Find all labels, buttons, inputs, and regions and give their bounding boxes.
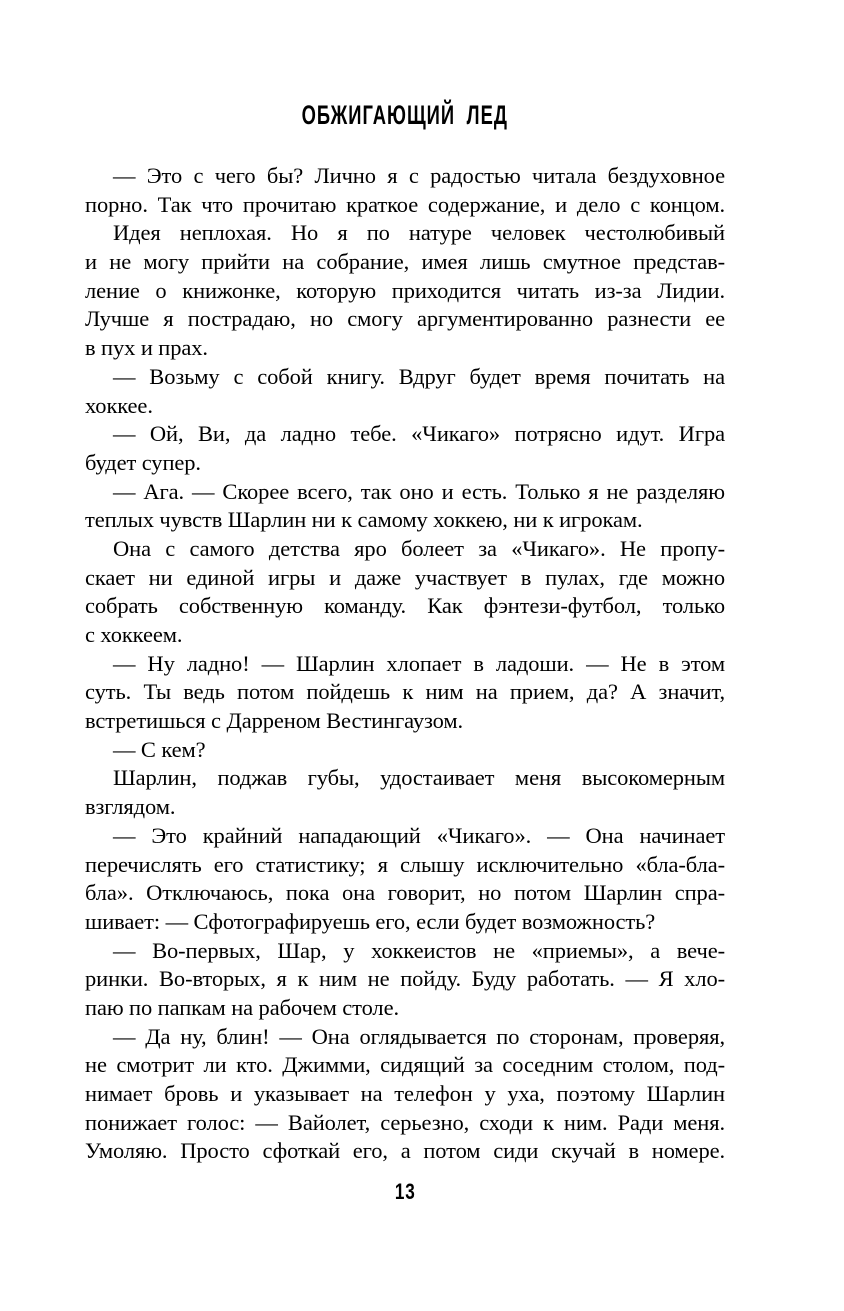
folio-row [85,1179,725,1205]
paragraph [85,420,725,477]
text-line: Она с самого детства яро болеет за «Чикаго». Не пропу- [113,535,725,561]
paragraph [85,162,725,219]
text-line: Идея неплохая. Но я по натуре человек честолюбивый [113,220,725,246]
text-line: с хоккеем. [85,622,183,647]
paragraph [85,535,725,650]
paragraph [85,736,725,765]
running-header-row [85,101,725,129]
paragraph [85,1023,725,1166]
text-line: и не могу прийти на собрание, имея лишь смутное представ- [85,249,725,275]
text-line: не смотрит ли кто. Джимми, сидящий за соседним столом, под- [85,1052,725,1078]
paragraph [85,363,725,420]
paragraph [85,764,725,821]
paragraph [85,219,725,362]
text-line: теплых чувств Шарлин ни к самому хоккею, ни к игрокам. [85,507,643,533]
text-line: паю по папкам на рабочем столе. [85,994,399,1020]
text-line: ринки. Во-вторых, я к ним не пойду. Буду работать. — Я хло- [85,966,725,992]
text-line: перечислять его статистику; я слышу исключительно «бла-бла- [85,851,725,877]
text-line: шивает: — Сфотографируешь его, если будет возможность? [85,908,656,934]
text-line: собрать собственную команду. Как фэнтези-футбол, только [85,593,725,619]
text-line: нимает бровь и указывает на телефон у уха, поэтому Шарлин [85,1081,725,1106]
text-line: понижает голос: — Вайолет, серьезно, сходи к ним. Ради меня. [85,1109,725,1135]
text-line: — Это крайний нападающий «Чикаго». — Она начинает [113,822,725,848]
paragraph [85,822,725,937]
text-line: — Ой, Ви, да ладно тебе. «Чикаго» потрясно идут. Игра [113,421,725,447]
page-number: 13 [394,1179,416,1204]
text-line: бла». Отключаюсь, пока она говорит, но потом Шарлин спра- [85,880,725,906]
text-line: — Ну ладно! — Шарлин хлопает в ладоши. — Не в этом [113,650,725,676]
text-line: — Во-первых, Шар, у хоккеистов не «приемы», а вече- [113,937,725,963]
text-line: Лучше я пострадаю, но смогу аргументированно разнести ее [85,306,725,332]
text-line: суть. Ты ведь потом пойдешь к ним на прием, да? А значит, [85,679,725,705]
text-line: взглядом. [85,794,176,820]
paragraph [85,478,725,535]
paragraph [85,937,725,1023]
text-line: скает ни единой игры и даже участвует в пулах, где можно [85,564,725,590]
text-line: — Возьму с собой книгу. Вдруг будет время почитать на [113,363,725,389]
text-line: хоккее. [85,392,153,418]
text-line: будет супер. [85,449,201,475]
text-line: ление о книжонке, которую приходится читать из-за Лидии. [85,277,725,303]
text-line: — С кем? [113,736,206,762]
text-line: — Да ну, блин! — Она оглядывается по сторонам, проверяя, [113,1023,725,1049]
text-line: Умоляю. Просто сфоткай его, а потом сиди скучай в номере. [85,1138,725,1164]
body-text [85,162,725,1166]
book-title-running-head: ОБЖИГАЮЩИЙ ЛЕД [301,99,509,130]
text-line: в пух и прах. [85,335,208,361]
text-line: — Ага. — Скорее всего, так оно и есть. Только я не разделяю [113,478,725,504]
text-line: Шарлин, поджав губы, удостаивает меня высокомерным [113,765,725,791]
paragraph [85,650,725,736]
text-line: порно. Так что прочитаю краткое содержание, и дело с концом. [85,191,725,217]
text-line: — Это с чего бы? Лично я с радостью читала бездуховное [113,163,725,188]
text-line: встретишься с Дарреном Вестингаузом. [85,708,464,734]
